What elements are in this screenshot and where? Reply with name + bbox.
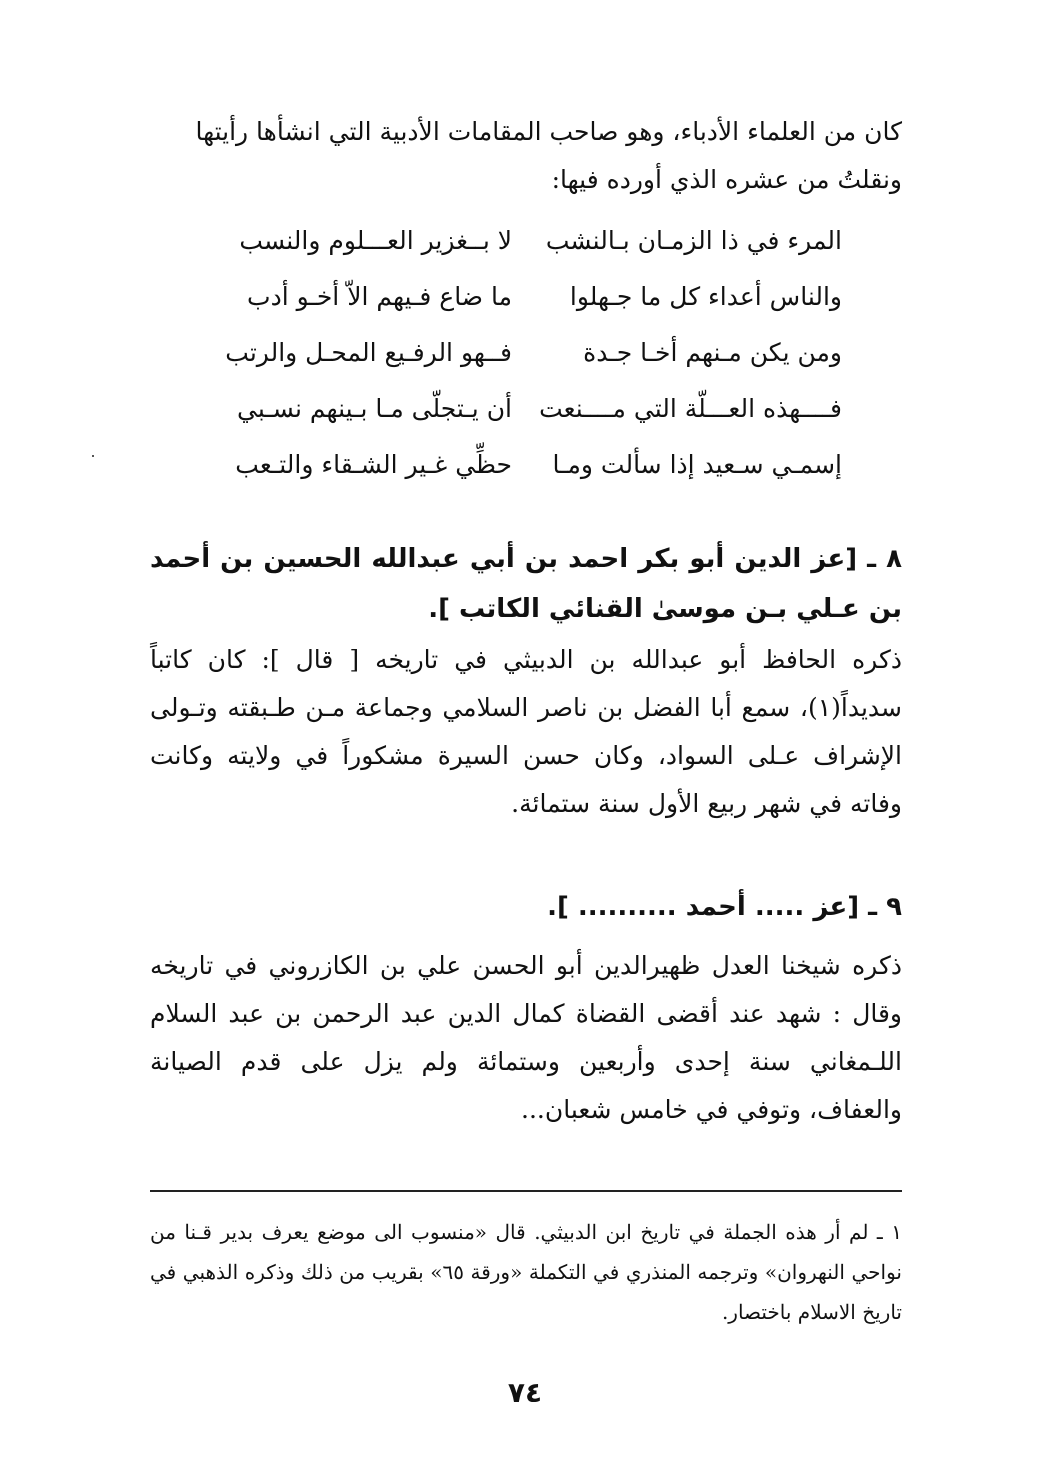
poem-hemistich-first: والناس أعداء كل ما جـهلوا: [569, 281, 842, 311]
poem-hemistich-second: لا بــغزير العـــلوم والنسب: [239, 225, 512, 255]
poem-verse: [150, 324, 902, 380]
entry-9-body: ذكره شيخنا العدل ظهيرالدين أبو الحسن علي بن الكازروني في تاريخه وقال : شهد عند أقضى القضاة كمال الدين عبد الرحمن بن عبد السلام اللـمغاني سنة إحدى وأربعين وستمائة ولم يزل على قدم الصيانة والعفاف، وتوفي في خامس شعبان...: [150, 951, 902, 1124]
poem-verse: [150, 436, 902, 492]
poem-hemistich-first: فــــهذه العـــلّة التي مــــنعت: [539, 393, 842, 423]
entry-8-body: ذكره الحافظ أبو عبدالله بن الدبيثي في تاريخه [ قال ]: كان كاتباً سديداً(١)، سمع أبا الفضل بن ناصر السلامي وجماعة مـن طـبقته وتـولى الإشراف عـلى السواد، وكان حسن السيرة مشكوراً في ولايته وكانت وفاته في شهر ربيع الأول سنة ستمائة.: [150, 645, 902, 818]
entry-8-title: ٨ ـ [عز الدين أبو بكر احمد بن أبي عبدالله الحسين بن أحمد بن عـلي بـن موسىٰ القنائي الكاتب ].: [150, 544, 902, 624]
poem-hemistich-first: المرء في ذا الزمـان بـالنشب: [545, 225, 842, 255]
poem-hemistich-first: ومن يكن مـنهم أخـا جـدة: [583, 337, 842, 367]
poem-hemistich-first: إسمـي سـعيد إذا سألت ومـا: [552, 449, 842, 479]
entry-9-title: ٩ ـ [عز ..... أحمد .......... ].: [547, 892, 902, 922]
page-number: ٧٤: [507, 1376, 543, 1409]
poem-verse: [150, 380, 902, 436]
poem-verse: [150, 268, 902, 324]
footnote-1: ١ ـ لم أر هذه الجملة في تاريخ ابن الدبيثي. قال «منسوب الى موضع يعرف بدير قـنا من نواحي النهروان» وترجمه المنذري في التكملة «ورقة ٦٥» بقريب من ذلك وذكره الذهبي في تاريخ الاسلام باختصار.: [150, 1220, 902, 1324]
intro-line-2: ونقلتُ من عشره الذي أورده فيها:: [551, 165, 902, 194]
poem: [150, 212, 902, 492]
scan-speck: [92, 455, 94, 457]
poem-hemistich-second: حظِّي غـير الشـقاء والتـعب: [235, 449, 512, 479]
poem-hemistich-second: ما ضاع فـيهم الاّ أخـو أدب: [247, 281, 512, 311]
page-body: [150, 108, 902, 1134]
footnote-separator: [150, 1190, 902, 1192]
poem-verse: [150, 212, 902, 268]
poem-hemistich-second: فــهو الرفـيع المحـل والرتب: [225, 337, 512, 367]
intro-line-1: كان من العلماء الأدباء، وهو صاحب المقامات الأدبية التي انشأها رأيتها: [195, 117, 902, 146]
poem-hemistich-second: أن يـتجلّى مـا بـينهم نسـبي: [237, 393, 512, 423]
